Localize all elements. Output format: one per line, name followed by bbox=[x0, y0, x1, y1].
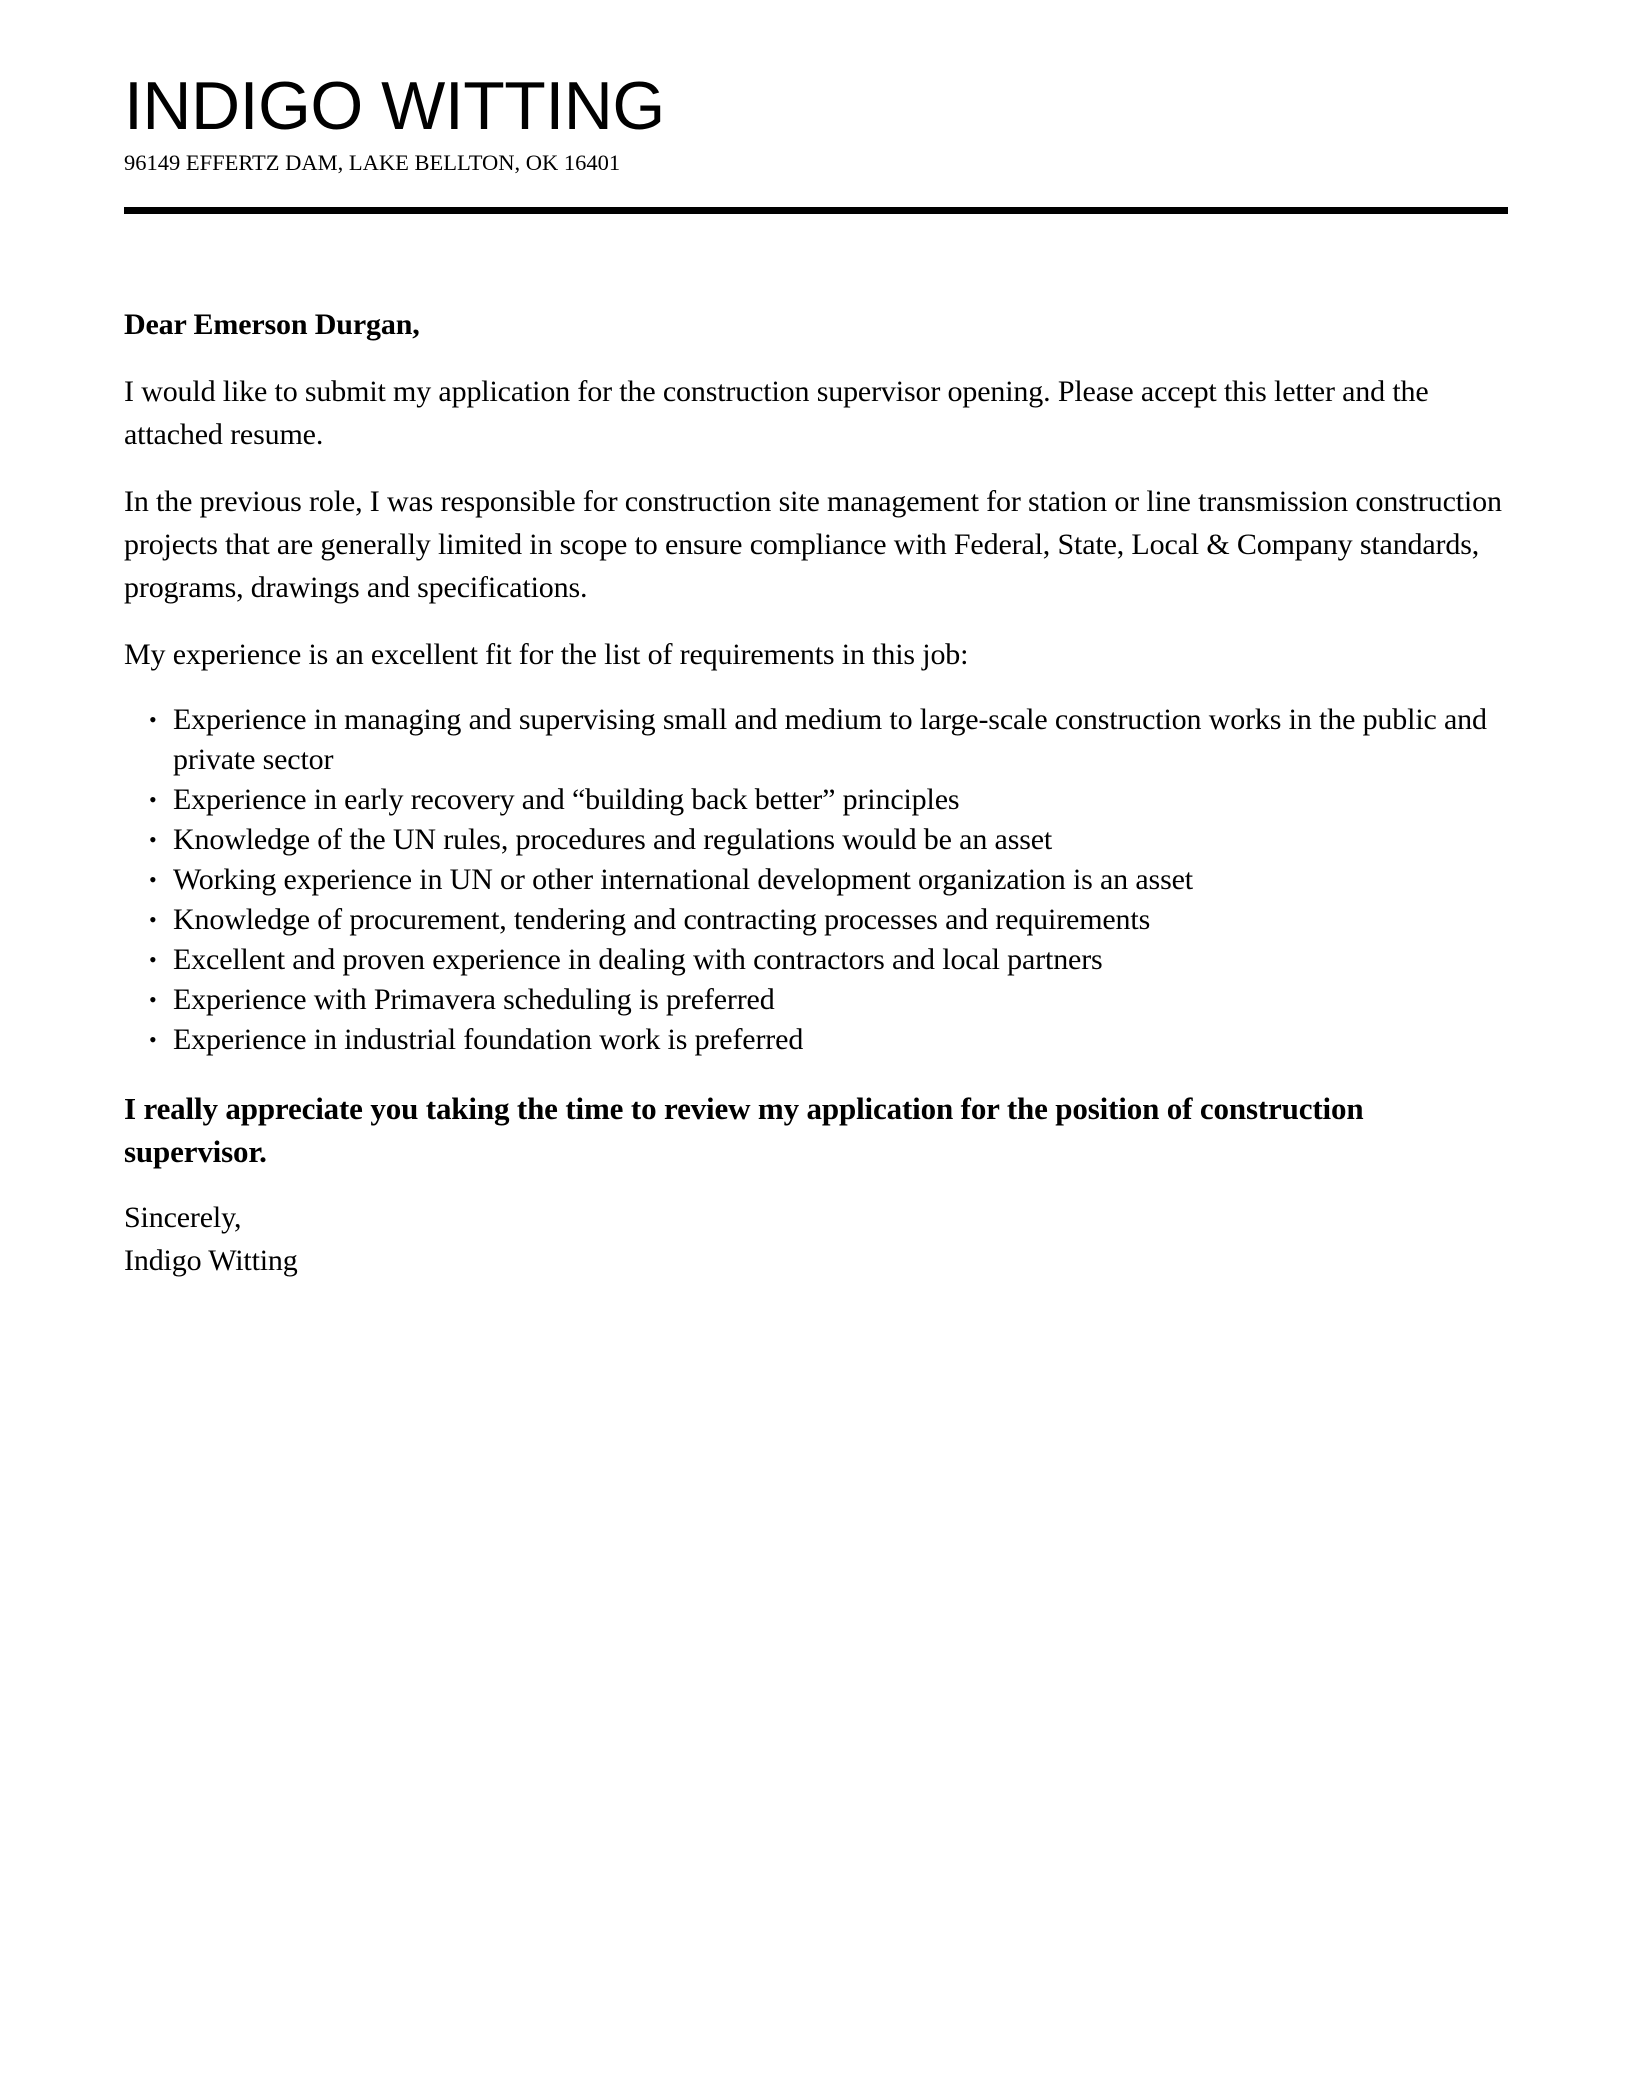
list-item bbox=[149, 900, 1508, 940]
signature-name: Indigo Witting bbox=[124, 1244, 298, 1277]
list-item-text: Knowledge of procurement, tendering and contracting processes and requirements bbox=[173, 903, 1151, 936]
list-item-text: Experience in managing and supervising small and medium to large-scale construction works in the public and private sector bbox=[173, 703, 1487, 776]
bullet-icon: • bbox=[149, 1027, 157, 1052]
list-item-text: Experience with Primavera scheduling is preferred bbox=[173, 983, 775, 1016]
list-item bbox=[149, 780, 1508, 820]
list-item bbox=[149, 700, 1508, 780]
bullet-icon: • bbox=[149, 867, 157, 892]
list-item-text: Experience in industrial foundation work is preferred bbox=[173, 1023, 804, 1056]
signoff-block bbox=[124, 1196, 1508, 1282]
list-item bbox=[149, 1020, 1508, 1060]
requirements-list bbox=[124, 700, 1508, 1060]
bullet-icon: • bbox=[149, 787, 157, 812]
list-item-text: Excellent and proven experience in dealing with contractors and local partners bbox=[173, 943, 1103, 976]
header-divider bbox=[124, 207, 1508, 214]
closing-statement: I really appreciate you taking the time to review my application for the position of construction supervisor. bbox=[124, 1091, 1364, 1169]
signoff-phrase: Sincerely, bbox=[124, 1201, 242, 1234]
list-item-text: Knowledge of the UN rules, procedures and regulations would be an asset bbox=[173, 823, 1053, 856]
salutation: Dear Emerson Durgan, bbox=[124, 308, 420, 341]
experience-paragraph: In the previous role, I was responsible for construction site management for station or line transmission construction projects that are generally limited in scope to ensure compliance with Federal, State, Local & Company standards, programs, drawings and specifications. bbox=[124, 485, 1502, 604]
bullet-icon: • bbox=[149, 827, 157, 852]
list-item bbox=[149, 940, 1508, 980]
applicant-name-heading: INDIGO WITTING bbox=[124, 68, 665, 144]
list-item bbox=[149, 980, 1508, 1020]
letter-body bbox=[124, 303, 1508, 1282]
bullet-icon: • bbox=[149, 707, 157, 732]
list-item-text: Working experience in UN or other international development organization is an asset bbox=[173, 863, 1193, 896]
bullet-icon: • bbox=[149, 987, 157, 1012]
list-item bbox=[149, 820, 1508, 860]
bullet-icon: • bbox=[149, 907, 157, 932]
applicant-address: 96149 EFFERTZ DAM, LAKE BELLTON, OK 16401 bbox=[124, 150, 621, 175]
list-item bbox=[149, 860, 1508, 900]
requirements-lead-paragraph: My experience is an excellent fit for the list of requirements in this job: bbox=[124, 638, 969, 671]
intro-paragraph: I would like to submit my application for the construction supervisor opening. Please accept this letter and the attached resume. bbox=[124, 375, 1429, 451]
list-item-text: Experience in early recovery and “building back better” principles bbox=[173, 783, 960, 816]
bullet-icon: • bbox=[149, 947, 157, 972]
